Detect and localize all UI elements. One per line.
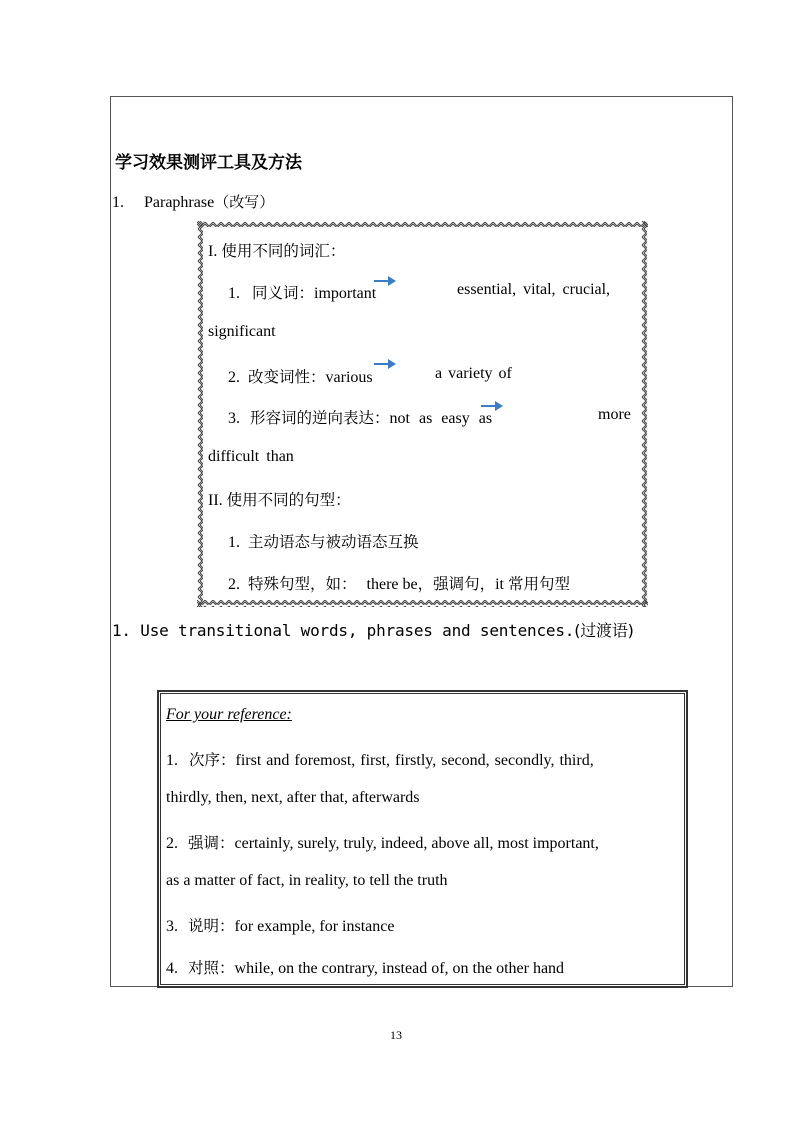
transition-text: 1. Use transitional words, phrases and sentences. [112, 621, 575, 640]
item-number: 3. [228, 410, 240, 427]
item-word: not as easy as [389, 410, 493, 427]
item-number: 2. [228, 369, 240, 386]
item-text: ，强调句， [417, 575, 496, 593]
emphasis-line-cont: as a matter of fact, in reality, to tell the truth [166, 872, 448, 889]
item-text: there be [366, 576, 418, 593]
word-class-alt: a variety of [435, 365, 512, 382]
word-class-line [228, 365, 373, 387]
example-line [166, 914, 394, 936]
item-text: certainly, surely, truly, indeed, above all, most important, [234, 835, 599, 852]
special-sentence-line [228, 572, 570, 594]
contrast-line [166, 956, 564, 978]
order-line [166, 748, 594, 770]
item-number: 1. [166, 752, 178, 769]
paraphrase-title [112, 191, 274, 212]
section-number: 1. [112, 194, 124, 211]
part-title: 使用不同的句型： [226, 491, 351, 509]
emphasis-line [166, 831, 599, 853]
part-label: II. [208, 492, 223, 509]
item-text: first and foremost, first, firstly, second, secondly, third, [235, 752, 594, 769]
sentence-part-title [208, 488, 351, 510]
arrow-icon [374, 280, 394, 282]
reverse-alt-cont: difficult than [208, 448, 294, 465]
item-label: 形容词的逆向表达： [250, 409, 390, 427]
synonym-list-cont: significant [208, 323, 276, 340]
section-heading: 学习效果测评工具及方法 [115, 153, 302, 173]
transition-text-zh: (过渡语) [574, 621, 634, 640]
item-text: while, on the contrary, instead of, on the other hand [234, 960, 565, 977]
item-label: 次序： [189, 751, 236, 769]
reference-label: For your reference: [166, 706, 292, 723]
item-label: 同义词： [252, 284, 315, 302]
section-title-zh: （改写） [214, 193, 275, 211]
item-label: 说明： [188, 917, 235, 935]
reverse-expression-line [228, 406, 492, 428]
voice-line [228, 530, 419, 552]
item-text: it [495, 576, 504, 593]
vocab-part-title [208, 239, 345, 261]
part-label: I. [208, 243, 218, 260]
item-number: 1. [228, 534, 240, 551]
synonym-line [228, 281, 376, 303]
section-title: Paraphrase [144, 194, 215, 211]
arrow-icon [374, 363, 394, 365]
item-number: 4. [166, 960, 178, 977]
order-line-cont: thirdly, then, next, after that, afterwards [166, 789, 420, 806]
arrow-icon [481, 405, 501, 407]
item-number: 2. [228, 576, 240, 593]
item-label: 对照： [188, 959, 235, 977]
item-label: 强调： [188, 834, 235, 852]
item-text: 常用句型 [508, 575, 571, 593]
item-word: various [325, 369, 373, 386]
item-number: 3. [166, 918, 178, 935]
transition-title [112, 618, 634, 641]
reverse-alt: more [598, 406, 631, 423]
item-number: 2. [166, 835, 178, 852]
item-label: 改变词性： [248, 368, 326, 386]
item-text: 主动语态与被动语态互换 [248, 533, 419, 551]
item-word: important [314, 285, 377, 302]
item-number: 1. [228, 285, 240, 302]
item-label: 特殊句型，如： [248, 575, 357, 593]
synonym-list: essential, vital, crucial, [457, 281, 611, 298]
item-text: for example, for instance [234, 918, 395, 935]
part-title: 使用不同的词汇： [221, 242, 346, 260]
page-number: 13 [390, 1028, 402, 1042]
